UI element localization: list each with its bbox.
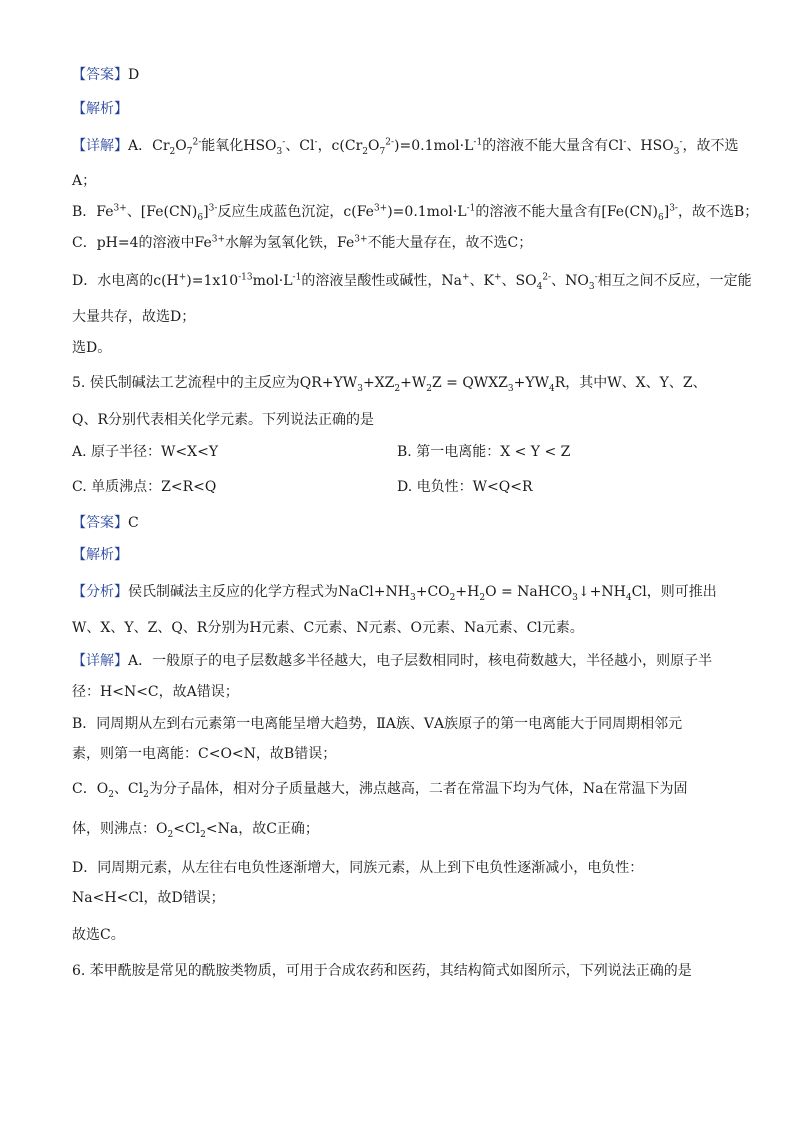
detail-a-line2: A；	[72, 173, 97, 189]
answer-line-q5: 【答案】C	[72, 515, 139, 531]
final-q4: 选D。	[72, 340, 112, 356]
detail-d-line1: D．水电离的$c(H^+)=1x10^{-13}mol\cdot L^{-1}$的溶液呈酸性或碱性，Na+、K+、$SO_4^{2-}$、$NO_3^-$相互之间不反应，一定能	[72, 272, 752, 292]
q5-detail-b-line1: B．同周期从左到右元素第一电离能呈增大趋势，ⅡA族、ⅤA族原子的第一电离能大于同周期相邻元	[72, 716, 683, 732]
q5-stem-line1: 5. 侯氏制碱法工艺流程中的主反应为$QR+YW_3+XZ_2+W_2Z$ = $QWXZ_3+YW_4R$，其中W、X、Y、Z、	[72, 375, 707, 394]
q5-detail-b-line2: 素，则第一电离能：C<O<N，故B错误；	[72, 746, 337, 762]
q5-detail-a-line2: 径：H<N<C，故A错误；	[72, 684, 239, 700]
analysis-label: 【解析】	[72, 101, 128, 117]
detail-b: B．$Fe^{3+}$、$[Fe(CN)_6]^{3-}$反应生成蓝色沉淀，$c(Fe^{3+})=0.1mol\cdot L^{-1}$的溶液不能大量含有$[Fe(CN)_6]^{3-}$，故不选B；	[72, 203, 759, 223]
q6-stem: 6. 苯甲酰胺是常见的酰胺类物质，可用于合成农药和医药，其结构简式如图所示，下列说法正确的是	[72, 963, 692, 979]
q5-fenxi-line2: W、X、Y、Z、Q、R分别为H元素、C元素、N元素、O元素、Na元素、Cl元素。	[72, 620, 584, 636]
q5-detail-d-line2: Na<H<Cl，故D错误；	[72, 890, 225, 906]
q5-detail-a-line1: 【详解】A．一般原子的电子层数越多半径越大，电子层数相同时，核电荷数越大，半径越小，则原子半	[72, 653, 713, 669]
answer-line-q4	[72, 66, 139, 84]
analysis-label-q5: 【解析】	[72, 547, 128, 563]
q5-option-d: D. 电负性：W<Q<R	[397, 479, 533, 495]
q5-option-c: C. 单质沸点：Z<R<Q	[72, 479, 217, 495]
q5-detail-c-line2: 体，则沸点：$O_2<Cl_2<Na$，故C正确；	[72, 821, 319, 840]
answer-label: 【答案】	[72, 67, 128, 83]
q5-stem-line2: Q、R分别代表相关化学元素。下列说法正确的是	[72, 412, 375, 428]
detail-a-line1: 【详解】A．$Cr_2O_7^{2-}$能氧化$HSO_3^-$、Cl-，$c(Cr_2O_7^{2-})=0.1mol\cdot L^{-1}$的溶液不能大量含有Cl-、$HSO_3^-$，故不选	[72, 137, 739, 157]
final-q5: 故选C。	[72, 927, 125, 943]
q5-option-a: A. 原子半径：W<X<Y	[72, 444, 219, 460]
detail-d-line2: 大量共存，故选D；	[72, 309, 196, 325]
detail-label: 【详解】	[72, 138, 128, 154]
q5-detail-c-line1: C．$O_2$、$Cl_2$为分子晶体，相对分子质量越大，沸点越高，二者在常温下均为气体，Na在常温下为固	[72, 781, 688, 800]
q5-detail-d-line1: D．同周期元素，从左往右电负性逐渐增大，同族元素，从上到下电负性逐渐减小，电负性：	[72, 860, 644, 876]
answer-value: D	[128, 67, 140, 83]
detail-c: C．pH=4的溶液中$Fe^{3+}$水解为氢氧化铁，$Fe^{3+}$不能大量存在，故不选C；	[72, 234, 533, 251]
q5-option-b: B. 第一电离能：X < Y < Z	[397, 444, 571, 460]
q5-fenxi-line1: 【分析】侯氏制碱法主反应的化学方程式为$NaCl+NH_3+CO_2+H_2O$ = $NaHCO_3↓+NH_4Cl$，则可推出	[72, 584, 717, 603]
